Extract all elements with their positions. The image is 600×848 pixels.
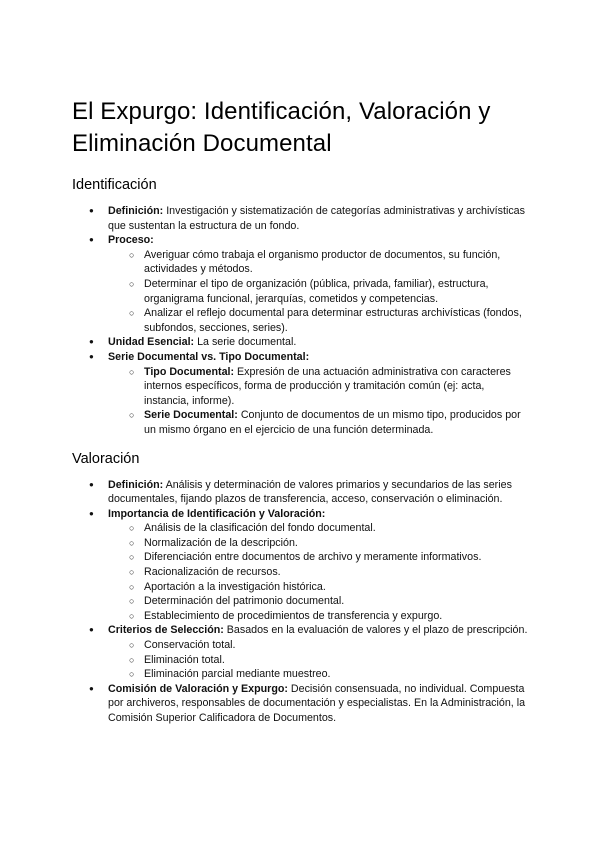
list-item-proceso [108,233,528,335]
item-text: Investigación y sistematización de categorías administrativas y archivísticas que sustentan la estructura de un fondo. [108,205,525,232]
sub-list-item: ○ Racionalización de recursos. [144,565,528,580]
sub-list-item: ○ Establecimiento de procedimientos de transferencia y expurgo. [144,609,528,624]
list-item-comision [108,682,528,726]
sub-list-item: ○ Averiguar cómo trabaja el organismo productor de documentos, su función, actividades y métodos. [144,248,528,277]
list-item-definicion [108,478,528,507]
criterios-sublist [108,638,528,682]
item-text: Decisión consensuada, no individual. Compuesta por archiveros, responsables de documentación y especialistas. En la Administración, la Comisión Superior Calificadora de Documentos. [108,682,526,724]
serie-tipo-sublist [108,365,528,438]
importancia-sublist [108,521,528,623]
sub-list-item: ○ Determinar el tipo de organización (pública, privada, familiar), estructura, organigrama funcional, jerarquías, cometidos y competencias. [144,277,528,306]
valoracion-list [72,478,528,726]
item-text: Basados en la evaluación de valores y el plazo de prescripción. [223,624,528,637]
sub-list-item: ○ Eliminación parcial mediante muestreo. [144,667,528,682]
list-item-definicion [108,204,528,233]
item-label: Comisión de Valoración y Expurgo: [108,682,288,695]
list-item-criterios [108,623,528,681]
sub-item-text: Conjunto de documentos de un mismo tipo, producidos por un mismo órgano en el ejercicio de una función determinada. [144,409,521,436]
sub-list-item-tipo [144,365,528,409]
item-label: Definición: [108,205,164,217]
section-heading-identificacion: Identificación [72,177,157,193]
sub-list-item: ○ Conservación total. [144,638,528,653]
sub-list-item: ○ Determinación del patrimonio documental. [144,594,528,609]
sub-list-item: ○ Aportación a la investigación histórica. [144,580,528,595]
identificacion-list [72,204,528,438]
item-label: Definición: [108,478,164,491]
item-text: Análisis y determinación de valores primarios y secundarios de las series documentales, fijando plazos de transferencia, acceso, conservación o eliminación. [108,478,512,506]
sub-item-text: Expresión de una actuación administrativa con caracteres internos específicos, forma de producción y tramitación común (ej: acta, instancia, informe). [144,365,511,407]
item-label: Serie Documental vs. Tipo Documental: [108,350,310,363]
sub-list-item: ○ Diferenciación entre documentos de archivo y meramente informativos. [144,550,528,565]
item-label: Proceso: [108,234,154,247]
section-heading-valoracion: Valoración [72,450,140,467]
item-label: Importancia de Identificación y Valoración: [108,507,326,520]
sub-list-item: ○ Eliminación total. [144,653,528,668]
sub-item-label: Serie Documental: [144,409,238,422]
page-title: El Expurgo: Identificación, Valoración y Eliminación Documental [72,98,491,157]
sub-list-item: ○ Analizar el reflejo documental para determinar estructuras archivísticas (fondos, subfondos, secciones, series). [144,306,528,335]
item-text: La serie documental. [194,336,297,349]
list-item-importancia [108,507,528,624]
item-label: Criterios de Selección: [108,624,224,637]
list-item-serie-vs-tipo [108,350,528,438]
sub-list-item-serie [144,408,528,437]
item-label: Unidad Esencial: [108,336,195,349]
sub-list-item: ○ Normalización de la descripción. [144,536,528,551]
proceso-sublist [108,248,528,336]
sub-list-item: ○ Análisis de la clasificación del fondo documental. [144,521,528,536]
list-item-unidad-esencial [108,335,528,350]
sub-item-label: Tipo Documental: [144,365,235,378]
